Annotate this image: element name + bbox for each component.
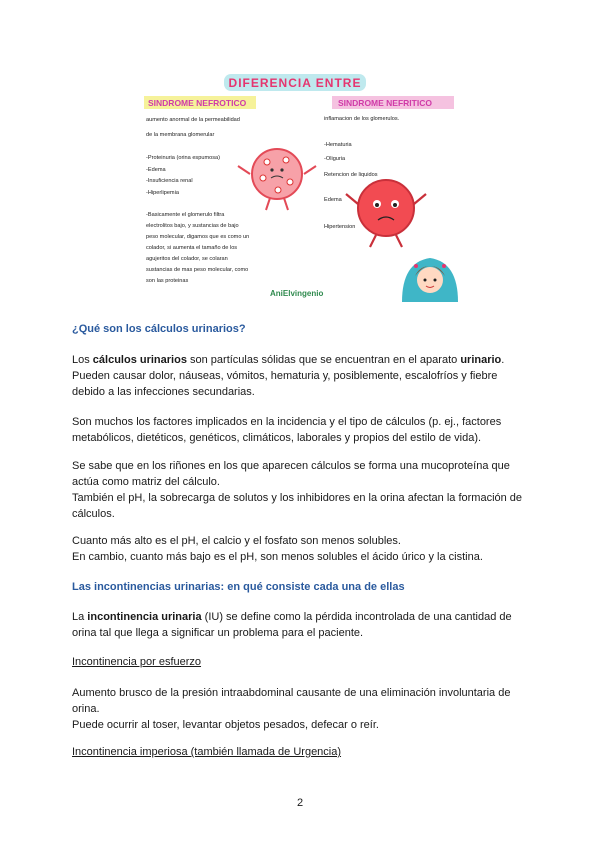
page-number: 2 (296, 797, 304, 809)
text-fragment: La (72, 611, 88, 623)
text-line: Puede ocurrir al toser, levantar objetos pesados, defecar o reír. (72, 719, 379, 731)
swollen-cell-drawing (346, 180, 426, 247)
bold-term: incontinencia urinaria (87, 611, 202, 623)
avatar-drawing (402, 258, 458, 302)
subheading-imperiosa: Incontinencia imperiosa (también llamada de Urgencia) (72, 746, 342, 758)
text-fragment: . (501, 354, 505, 366)
paragraph-esfuerzo (72, 685, 532, 733)
left-line: son las proteinas (146, 278, 189, 284)
left-line: -Basicamente el glomerulo filtra (146, 212, 225, 218)
left-line: -Insuficiencia renal (146, 178, 193, 184)
section-heading-incontinencias: Las incontinencias urinarias: en qué consiste cada una de ellas (72, 581, 405, 593)
left-line: sustancias de mas peso molecular, como (146, 267, 249, 273)
left-line: peso molecular, digamos que es como un (146, 234, 250, 240)
bold-term: urinario (460, 354, 502, 366)
paragraph-incontinencia-definicion (72, 609, 532, 641)
text-line: metabólicos, dietéticos, genéticos, climáticos, laborales y propios del estilo de vida). (72, 432, 482, 444)
left-line: -Hiperlipemia (146, 190, 179, 196)
text-fragment: Los (72, 354, 93, 366)
section-heading-calculos: ¿Qué son los cálculos urinarios? (72, 323, 246, 335)
paragraph-ph (72, 533, 532, 565)
text-line: debido a las infecciones secundarias. (72, 386, 255, 398)
text-line: En cambio, cuanto más bajo es el pH, son menos solubles el ácido úrico y la cistina. (72, 551, 483, 563)
left-line: -Proteinuria (orina espumosa) (146, 155, 220, 161)
text-fragment: (IU) se define como la pérdida incontrolada de una cantidad de (201, 611, 512, 623)
subheading-esfuerzo: Incontinencia por esfuerzo (72, 656, 202, 668)
right-line: inflamacion de los glomerulos. (324, 116, 400, 122)
right-line: Edema (324, 197, 342, 203)
right-line: -Hematuria (324, 142, 352, 148)
paragraph-factores (72, 414, 532, 446)
text-line: cálculos. (72, 508, 115, 520)
text-line: Cuanto más alto es el pH, el calcio y el fosfato son menos solubles. (72, 535, 401, 547)
bold-term: cálculos urinarios (92, 354, 187, 366)
right-line: Retencion de liquidos (324, 172, 378, 178)
text-line: actúa como matriz del cálculo. (72, 476, 220, 488)
right-line: Hipertension (324, 224, 356, 230)
left-header-title: SINDROME NEFROTICO (148, 98, 247, 108)
left-line: de la membrana glomerular (146, 132, 215, 138)
text-line: Son muchos los factores implicados en la incidencia y el tipo de cálculos (p. ej., factores (72, 416, 502, 428)
right-header-title: SINDROME NEFRITICO (338, 98, 432, 108)
porous-cell-drawing (238, 149, 316, 210)
nefrotico-vs-nefritico-illustration (140, 70, 462, 305)
paragraph-mucoproteina (72, 458, 532, 522)
text-line: Pueden causar dolor, náuseas, vómitos, hematuria y, posiblemente, escalofríos y fiebre (72, 370, 498, 382)
text-line: Se sabe que en los riñones en los que aparecen cálculos se forma una mucoproteína que (72, 460, 510, 472)
text-fragment: son partículas sólidas que se encuentran en el aparato (186, 354, 461, 366)
illustration-title: DIFERENCIA ENTRE (228, 76, 362, 90)
left-line: colador, si aumenta el tamaño de los (146, 245, 238, 251)
paragraph-calculos-definicion (72, 352, 532, 400)
text-line: orina tal que llega a significar un problema para el paciente. (72, 627, 364, 639)
author-signature: AniElvingenio (270, 289, 324, 298)
right-line: -Oliguria (324, 156, 346, 162)
left-line: electrolitos bajo, y sustancias de bajo (146, 223, 239, 229)
left-line: agujeritos del colador, se colaran (146, 256, 228, 262)
text-line: orina. (72, 703, 100, 715)
left-line: -Edema (146, 167, 166, 173)
text-line: Aumento brusco de la presión intraabdominal causante de una eliminación involuntaria de (72, 687, 511, 699)
text-line: También el pH, la sobrecarga de solutos y los inhibidores en la orina afectan la formación de (72, 492, 523, 504)
left-line: aumento anormal de la permeabilidad (146, 117, 240, 123)
